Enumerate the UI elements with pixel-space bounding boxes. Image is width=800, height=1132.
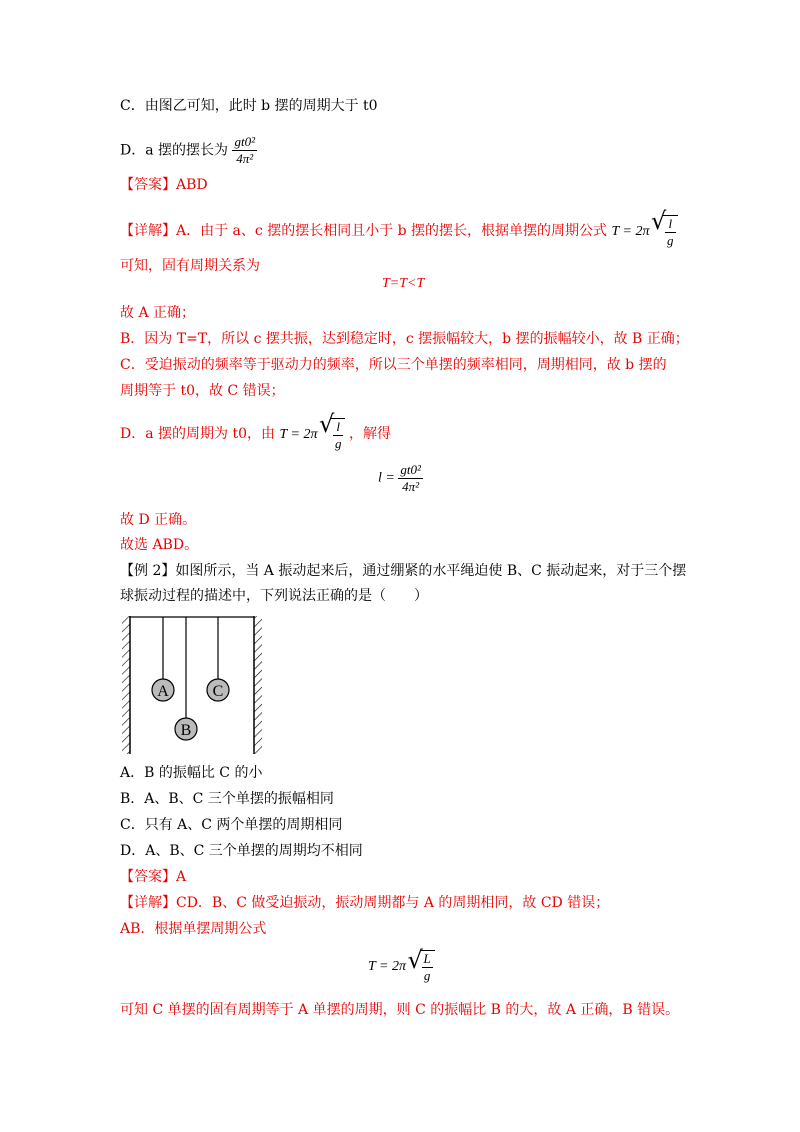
formula-denominator: g xyxy=(667,233,674,248)
ball-b xyxy=(175,718,197,740)
ball-a xyxy=(152,679,174,701)
detail-b: B．因为 T=T，所以 c 摆共振，达到稳定时，c 摆振幅较大，b 摆的振幅较小，故 B 正确； xyxy=(120,331,689,347)
period-formula xyxy=(279,419,349,451)
left-wall-hatch xyxy=(122,616,130,754)
period-relation: T=T<T xyxy=(382,276,425,291)
detail-c-line1: C．受迫振动的频率等于驱动力的频率，所以三个单摆的频率相同，周期相同，故 b 摆的 xyxy=(120,357,667,373)
q2-option-c: C．只有 A、C 两个单摆的周期相同 xyxy=(120,817,343,833)
formula-lhs: T = 2π xyxy=(279,427,318,443)
detail-d xyxy=(120,418,391,452)
period-formula-L xyxy=(368,950,435,984)
option-d-formula xyxy=(232,134,257,167)
ball-c xyxy=(207,679,229,701)
formula-numerator: gt0² xyxy=(234,134,255,149)
detail-c-line2: 周期等于 t0，故 C 错误； xyxy=(120,383,285,399)
formula-denominator: 4π² xyxy=(402,479,420,494)
formula-numerator: √ L xyxy=(423,951,431,966)
formula-denominator: g xyxy=(334,436,342,451)
formula-lhs: T = 2π xyxy=(611,224,650,240)
svg-text:B: B xyxy=(180,722,192,739)
formula-numerator: gt0² xyxy=(400,462,421,477)
svg-text:A: A xyxy=(157,683,169,700)
question-2-stem-line1: 【例 2】如图所示，当 A 振动起来后，通过绷紧的水平绳迫使 B、C 振动起来，对于三个摆 xyxy=(120,563,687,579)
detail-a-text: 【详解】A．由于 a、c 摆的摆长相同且小于 b 摆的摆长，根据单摆的周期公式 xyxy=(120,223,608,240)
pendulum-figure xyxy=(120,608,266,756)
formula-denominator: g xyxy=(423,968,431,983)
detail-d-suffix: ，解得 xyxy=(348,426,391,443)
formula-numerator: √ l xyxy=(665,216,676,233)
answer-2-detail-1: 【详解】CD．B、C 做受迫振动，振动周期都与 A 的周期相同，故 CD 错误； xyxy=(120,895,610,911)
option-d-text: D．a 摆的摆长为 xyxy=(120,142,229,159)
formula-lhs: l = xyxy=(378,470,395,486)
detail-a-cont: 可知，固有周期关系为 xyxy=(120,258,260,274)
q2-option-a: A．B 的振幅比 C 的小 xyxy=(120,765,263,781)
answer-2-conclusion: 可知 C 单摆的固有周期等于 A 单摆的周期，则 C 的振幅比 B 的大，故 A 正确，B 错误。 xyxy=(120,1002,680,1018)
length-formula xyxy=(378,462,423,495)
formula-numerator: √ l xyxy=(333,419,344,436)
formula-denominator: 4π² xyxy=(236,151,254,166)
detail-d-result: 故 D 正确。 xyxy=(120,512,197,528)
q2-option-b: B．A、B、C 三个单摆的振幅相同 xyxy=(120,791,334,807)
answer-1: 【答案】ABD xyxy=(120,177,208,193)
final-choice: 故选 ABD。 xyxy=(120,537,199,553)
detail-d-text: D．a 摆的周期为 t0，由 xyxy=(120,426,276,443)
svg-text:C: C xyxy=(212,683,224,700)
option-c: C．由图乙可知，此时 b 摆的周期大于 t0 xyxy=(120,98,378,114)
answer-2-detail-2: AB．根据单摆周期公式 xyxy=(120,921,267,937)
detail-a xyxy=(120,215,678,249)
detail-a-result: 故 A 正确； xyxy=(120,305,196,321)
option-d xyxy=(120,134,257,167)
right-wall-hatch xyxy=(254,616,262,754)
period-formula xyxy=(611,216,678,248)
formula-lhs: T = 2π xyxy=(368,959,406,975)
question-2-stem-line2: 球振动过程的描述中，下列说法正确的是（ ） xyxy=(120,588,428,604)
answer-2: 【答案】A xyxy=(120,869,187,885)
q2-option-d: D．A、B、C 三个单摆的周期均不相同 xyxy=(120,843,363,859)
